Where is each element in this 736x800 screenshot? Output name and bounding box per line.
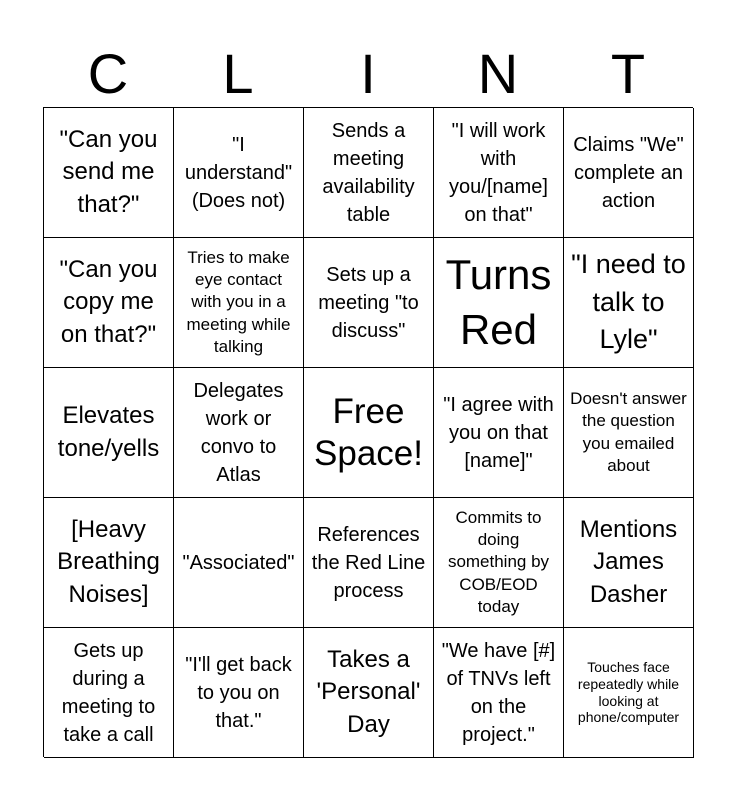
- bingo-cell-r4-c3[interactable]: References the Red Line process: [304, 498, 434, 628]
- bingo-cell-r5-c4[interactable]: "We have [#] of TNVs left on the project.": [434, 628, 564, 758]
- header-letter-i: I: [360, 42, 376, 105]
- bingo-cell-r2-c3[interactable]: Sets up a meeting "to discuss": [304, 238, 434, 368]
- bingo-cell-r3-c1[interactable]: Elevates tone/yells: [44, 368, 174, 498]
- header-letter-n: N: [477, 42, 519, 105]
- header-letter-l: L: [222, 42, 254, 105]
- bingo-cell-r1-c3[interactable]: Sends a meeting availability table: [304, 108, 434, 238]
- bingo-cell-r5-c2[interactable]: "I'll get back to you on that.": [174, 628, 304, 758]
- bingo-cell-r3-c4[interactable]: "I agree with you on that [name]": [434, 368, 564, 498]
- bingo-cell-r1-c4[interactable]: "I will work with you/[name] on that": [434, 108, 564, 238]
- bingo-cell-r2-c1[interactable]: "Can you copy me on that?": [44, 238, 174, 368]
- bingo-cell-r1-c5[interactable]: Claims "We" complete an action: [564, 108, 694, 238]
- bingo-cell-r1-c2[interactable]: "I understand" (Does not): [174, 108, 304, 238]
- bingo-cell-r1-c1[interactable]: "Can you send me that?": [44, 108, 174, 238]
- bingo-cell-r5-c1[interactable]: Gets up during a meeting to take a call: [44, 628, 174, 758]
- bingo-cell-r3-c5[interactable]: Doesn't answer the question you emailed about: [564, 368, 694, 498]
- bingo-cell-r3-c3-free-space[interactable]: Free Space!: [304, 368, 434, 498]
- bingo-cell-r4-c2[interactable]: "Associated": [174, 498, 304, 628]
- bingo-cell-r2-c5[interactable]: "I need to talk to Lyle": [564, 238, 694, 368]
- header-letter-t: T: [610, 42, 646, 105]
- bingo-cell-r5-c5[interactable]: Touches face repeatedly while looking at phone/computer: [564, 628, 694, 758]
- bingo-cell-r5-c3[interactable]: Takes a 'Personal' Day: [304, 628, 434, 758]
- bingo-board: [43, 107, 693, 757]
- header-letter-c: C: [87, 42, 129, 105]
- bingo-header: [43, 40, 693, 108]
- bingo-cell-r3-c2[interactable]: Delegates work or convo to Atlas: [174, 368, 304, 498]
- bingo-cell-r2-c4[interactable]: Turns Red: [434, 238, 564, 368]
- bingo-cell-r4-c1[interactable]: [Heavy Breathing Noises]: [44, 498, 174, 628]
- bingo-cell-r4-c4[interactable]: Commits to doing something by COB/EOD today: [434, 498, 564, 628]
- bingo-cell-r2-c2[interactable]: Tries to make eye contact with you in a meeting while talking: [174, 238, 304, 368]
- bingo-cell-r4-c5[interactable]: Mentions James Dasher: [564, 498, 694, 628]
